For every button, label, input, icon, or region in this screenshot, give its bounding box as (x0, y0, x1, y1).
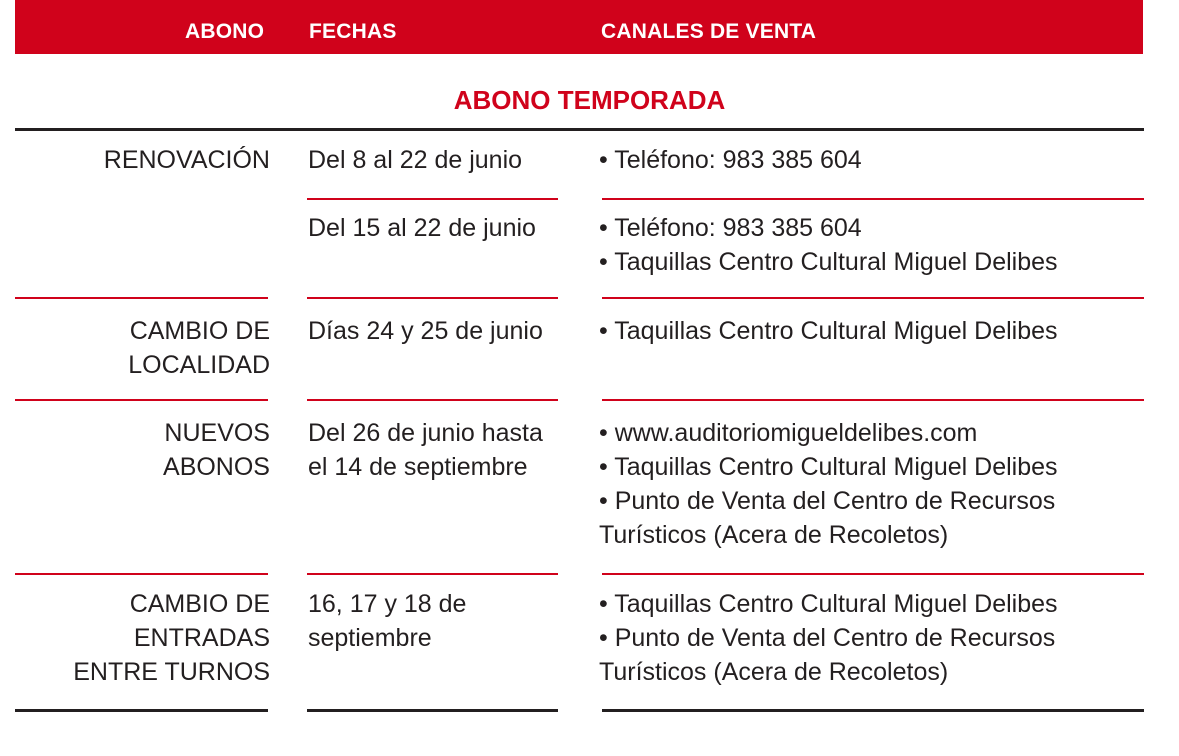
table-row-canales-cell (599, 211, 1058, 279)
fecha-text: Del 8 al 22 de junio (308, 146, 523, 174)
table-bottom-border-fechas (307, 709, 558, 712)
column-header-abono: ABONO (185, 20, 265, 43)
table-row-canales-cell (599, 587, 1058, 689)
table-row-abono-cell (104, 143, 270, 177)
row-divider-canales (602, 573, 1144, 575)
table-row-abono-cell (128, 314, 270, 382)
table-row-abono-cell (73, 587, 270, 689)
canal-item: • Punto de Venta del Centro de Recursos (599, 487, 1056, 515)
column-header-canales: CANALES DE VENTA (601, 20, 817, 43)
canal-item: • www.auditoriomigueldelibes.com (599, 419, 978, 447)
row-divider-canales (602, 297, 1144, 299)
table-row-fechas-cell (308, 587, 466, 655)
fecha-text: 16, 17 y 18 de (308, 590, 467, 618)
abono-label: ENTRE TURNOS (73, 658, 270, 686)
row-divider-canales (602, 399, 1144, 401)
row-divider-abono (15, 297, 268, 299)
abono-label: LOCALIDAD (128, 351, 270, 379)
row-divider-fechas (307, 297, 558, 299)
table-bottom-border-canales (602, 709, 1144, 712)
row-divider-fechas (307, 198, 558, 200)
row-divider-abono (15, 399, 268, 401)
table-row-fechas-cell (308, 416, 543, 484)
canal-item: • Taquillas Centro Cultural Miguel Delibes (599, 248, 1058, 276)
canal-item: • Taquillas Centro Cultural Miguel Delibes (599, 317, 1058, 345)
canal-item: • Punto de Venta del Centro de Recursos (599, 624, 1056, 652)
abono-label: RENOVACIÓN (103, 146, 270, 174)
fecha-text: Del 15 al 22 de junio (308, 214, 536, 242)
fecha-text: el 14 de septiembre (308, 453, 528, 481)
table-row-fechas-cell (308, 211, 536, 245)
canal-item: • Teléfono: 983 385 604 (599, 214, 862, 242)
fecha-text: septiembre (308, 624, 432, 652)
abono-label: ENTRADAS (133, 624, 270, 652)
row-divider-fechas (307, 573, 558, 575)
fecha-text: Días 24 y 25 de junio (308, 317, 543, 345)
column-header-fechas: FECHAS (309, 20, 397, 43)
canal-item: Turísticos (Acera de Recoletos) (599, 521, 949, 549)
table-row-abono-cell (163, 416, 270, 484)
table-bottom-border-abono (15, 709, 268, 712)
abono-label: ABONOS (163, 453, 270, 481)
row-divider-abono (15, 573, 268, 575)
canal-item: • Taquillas Centro Cultural Miguel Delibes (599, 590, 1058, 618)
row-divider-canales (602, 198, 1144, 200)
canal-item: • Taquillas Centro Cultural Miguel Delibes (599, 453, 1058, 481)
row-divider-fechas (307, 399, 558, 401)
fecha-text: Del 26 de junio hasta (308, 419, 543, 447)
abono-label: CAMBIO DE (129, 590, 270, 618)
table-row-fechas-cell (308, 314, 543, 348)
table-row-fechas-cell (308, 143, 522, 177)
abono-label: NUEVOS (164, 419, 270, 447)
canal-item: • Teléfono: 983 385 604 (599, 146, 862, 174)
section-title: ABONO TEMPORADA (453, 85, 726, 115)
table-row-canales-cell (599, 416, 1058, 552)
abono-label: CAMBIO DE (129, 317, 270, 345)
canal-item: Turísticos (Acera de Recoletos) (599, 658, 949, 686)
table-row-canales-cell (599, 143, 862, 177)
table-row-canales-cell (599, 314, 1058, 348)
section-divider (15, 128, 1144, 131)
